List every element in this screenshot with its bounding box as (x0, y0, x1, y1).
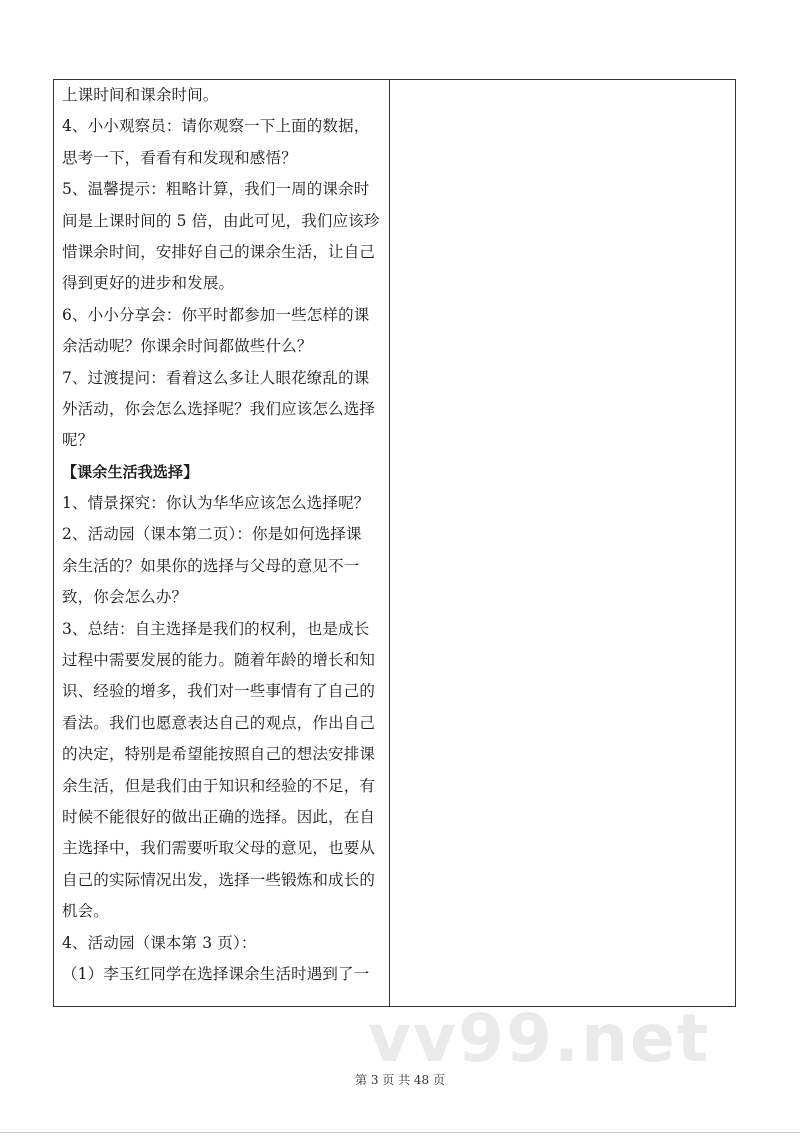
text-line: 7、过渡提问：看着这么多让人眼花缭乱的课 (62, 368, 370, 387)
text-line: 的决定，特别是希望能按照自己的想法安排课 (62, 745, 376, 764)
page-number: 第 3 页 共 48 页 (355, 1073, 445, 1087)
lesson-content-cell (62, 80, 384, 990)
text-line: 致，你会怎么办？ (62, 588, 188, 607)
text-line: 时候不能很好的做出正确的选择。因此，在自 (62, 807, 376, 826)
text-line: 外活动，你会怎么选择呢？我们应该怎么选择 (62, 399, 376, 418)
text-line: 呢？ (62, 431, 94, 450)
text-line: 间是上课时间的 5 倍，由此可见，我们应该珍 (62, 211, 380, 230)
text-line: 1、情景探究：你认为华华应该怎么选择呢？ (62, 494, 370, 513)
text-line: 看法。我们也愿意表达自己的观点，作出自己 (62, 713, 376, 732)
section-heading: 【课余生活我选择】 (62, 462, 199, 481)
text-line: 过程中需要发展的能力。随着年龄的增长和知 (62, 651, 376, 670)
text-line: 4、小小观察员：请你观察一下上面的数据， (62, 117, 370, 136)
text-line: 3、总结：自主选择是我们的权利，也是成长 (62, 619, 370, 638)
text-line: 思考一下，看看有和发现和感悟？ (62, 148, 297, 167)
text-line: 余生活的？如果你的选择与父母的意见不一 (62, 556, 360, 575)
text-line: 5、温馨提示：粗略计算，我们一周的课余时 (62, 180, 370, 199)
notes-cell (390, 80, 735, 1006)
text-line: 惜课余时间，安排好自己的课余生活，让自己 (62, 242, 376, 261)
page-bottom-rule (0, 1132, 800, 1133)
text-line: （1）李玉红同学在选择课余生活时遇到了一 (62, 964, 370, 983)
text-line: 余生活，但是我们由于知识和经验的不足，有 (62, 776, 376, 795)
watermark: vv99.net (368, 1000, 711, 1077)
text-line: 机会。 (62, 902, 109, 921)
text-line: 4、活动园（课本第 3 页）： (62, 933, 257, 952)
text-line: 上课时间和课余时间。 (62, 86, 219, 104)
text-line: 6、小小分享会：你平时都参加一些怎样的课 (62, 305, 370, 324)
text-line: 2、活动园（课本第二页）：你是如何选择课 (62, 525, 362, 544)
text-line: 余活动呢？你课余时间都做些什么？ (62, 337, 313, 356)
text-line: 得到更好的进步和发展。 (62, 274, 235, 293)
lesson-table (53, 79, 736, 1007)
text-line: 识、经验的增多，我们对一些事情有了自己的 (62, 682, 376, 701)
text-line: 主选择中，我们需要听取父母的意见，也要从 (62, 839, 376, 858)
text-line: 自己的实际情况出发，选择一些锻炼和成长的 (62, 870, 376, 889)
